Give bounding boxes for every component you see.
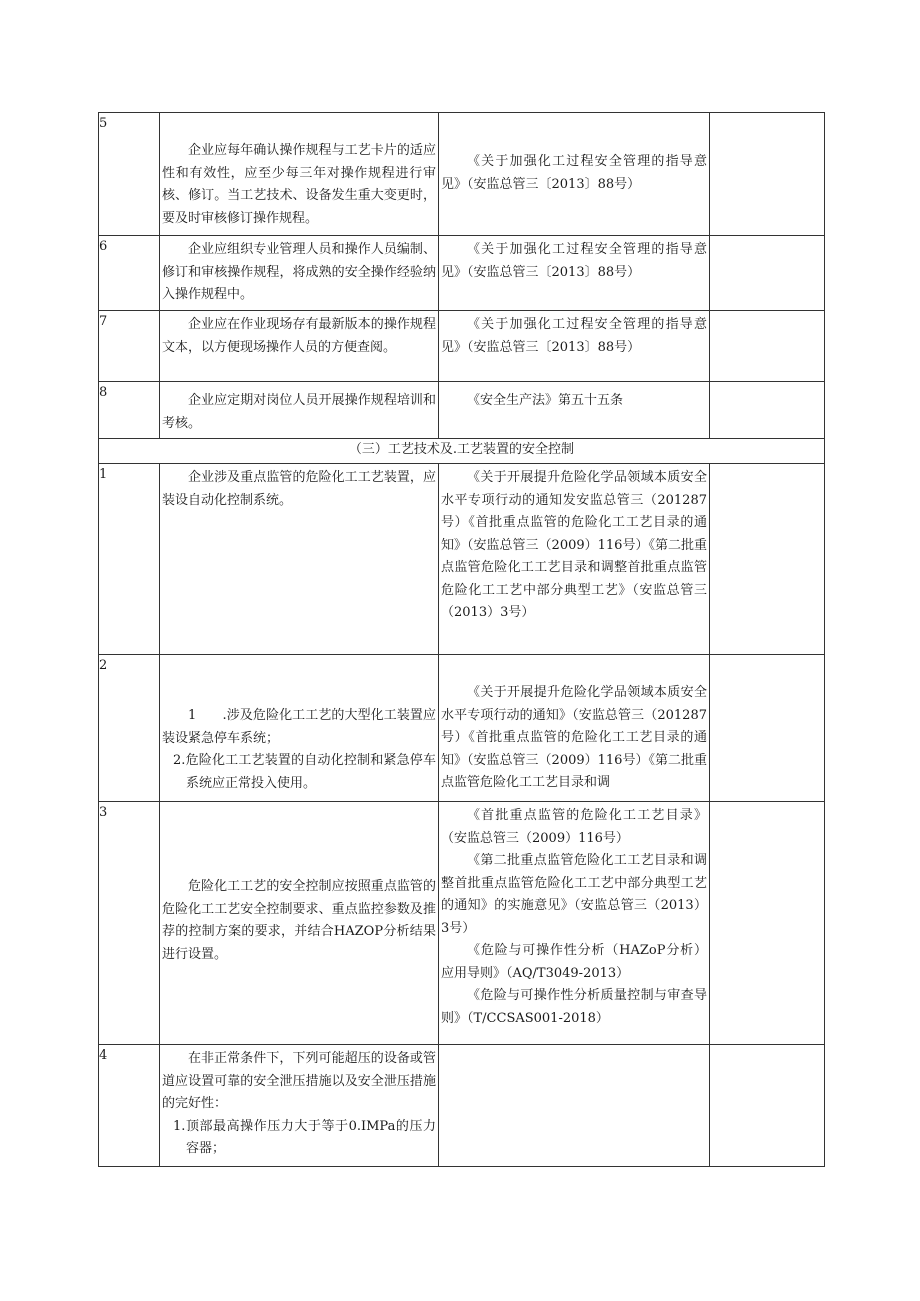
row-number: 4 — [99, 1045, 160, 1167]
requirement-item-1: 1.顶部最高操作压力大于等于0.IMPa的压力容器； — [173, 1118, 436, 1156]
basis-cell — [439, 1045, 710, 1167]
requirement-text: 在非正常条件下，下列可能超压的设备或管道应设置可靠的安全泄压措施以及安全泄压措施的完好性： — [162, 1051, 436, 1111]
basis-text: 《关于加强化工过程安全管理的指导意见》（安监总管三〔2013〕88号） — [441, 242, 707, 280]
requirement-cell — [160, 113, 439, 236]
requirement-text: 企业应在作业现场存有最新版本的操作规程文本，以方便现场操作人员的方便查阅。 — [162, 317, 436, 355]
requirement-item-2: 2.危险化工工艺装置的自动化控制和紧急停车系统应正常投入使用。 — [173, 753, 436, 791]
basis-text: 《关于加强化工过程安全管理的指导意见》（安监总管三〔2013〕88号） — [441, 154, 707, 192]
row-number: 8 — [99, 382, 160, 439]
basis-cell — [439, 464, 710, 655]
basis-text: 《关于加强化工过程安全管理的指导意见》（安监总管三〔2013〕88号） — [441, 317, 707, 355]
requirement-text: 危险化工工艺的安全控制应按照重点监管的危险化工工艺安全控制要求、重点监控参数及推荐的控制方案的要求，并结合HAZOP分析结果进行设置。 — [162, 879, 436, 962]
result-cell — [710, 802, 825, 1045]
requirement-cell — [160, 802, 439, 1045]
result-cell — [710, 382, 825, 439]
row-number: 6 — [99, 236, 160, 311]
requirement-text: 企业涉及重点监管的危险化工工艺装置，应装设自动化控制系统。 — [162, 470, 436, 508]
basis-text: 《安全生产法》第五十五条 — [467, 393, 624, 408]
basis-text-4: 《危险与可操作性分析质量控制与审查导则》（T/CCSAS001-2018） — [441, 988, 707, 1026]
basis-text-2: 《第二批重点监管危险化工工艺目录和调整首批重点监管危险化工工艺中部分典型工艺的通知》的实施意见》（安监总管三（2013）3号） — [441, 853, 707, 936]
basis-cell — [439, 802, 710, 1045]
result-cell — [710, 1045, 825, 1167]
basis-text-3: 《危险与可操作性分析（HAZoP分析）应用导则》（AQ/T3049-2013） — [441, 943, 707, 981]
result-cell — [710, 464, 825, 655]
requirement-cell — [160, 655, 439, 802]
requirement-cell — [160, 464, 439, 655]
basis-cell — [439, 311, 710, 382]
basis-cell — [439, 236, 710, 311]
basis-text: 《关于开展提升危险化学品领域本质安全水平专项行动的通知发安监总管三（201287号）《首批重点监管的危险化工工艺目录的通知》（安监总管三（2009）116号）《第二批重点监管危险化工工艺目录和调整首批重点监管危险化工工艺中部分典型工艺》（安监总管三（2013）3号） — [441, 470, 707, 620]
requirement-cell — [160, 1045, 439, 1167]
requirement-text: 企业应组织专业管理人员和操作人员编制、修订和审核操作规程，将成熟的安全操作经验纳入操作规程中。 — [162, 242, 436, 302]
table-row — [99, 1045, 825, 1167]
table-row — [99, 113, 825, 236]
row-number: 5 — [99, 113, 160, 236]
requirement-text: 企业应每年确认操作规程与工艺卡片的适应性和有效性，应至少每三年对操作规程进行审核、修订。当工艺技术、设备发生重大变更时，要及时审核修订操作规程。 — [162, 143, 436, 226]
result-cell — [710, 113, 825, 236]
requirement-item-1: 1 .涉及危险化工工艺的大型化工装置应装设紧急停车系统； — [162, 708, 436, 746]
row-number: 2 — [99, 655, 160, 802]
result-cell — [710, 236, 825, 311]
row-number: 1 — [99, 464, 160, 655]
requirement-cell — [160, 382, 439, 439]
safety-checklist-table — [98, 112, 825, 1167]
basis-text-1: 《首批重点监管的危险化工工艺目录》（安监总管三（2009）116号） — [441, 808, 707, 846]
table-row — [99, 311, 825, 382]
section-header-row — [99, 439, 825, 464]
row-number: 7 — [99, 311, 160, 382]
table-row — [99, 236, 825, 311]
table-row — [99, 802, 825, 1045]
requirement-cell — [160, 236, 439, 311]
result-cell — [710, 311, 825, 382]
section-title: （三）工艺技术及.工艺装置的安全控制 — [99, 439, 825, 464]
requirement-text: 企业应定期对岗位人员开展操作规程培训和考核。 — [162, 393, 436, 431]
basis-text: 《关于开展提升危险化学品领域本质安全水平专项行动的通知》（安监总管三（201287号）《首批重点监管的危险化工工艺目录的通知》（安监总管三（2009）116号）《第二批重点监管危险化工工艺目录和调 — [441, 685, 707, 790]
basis-cell — [439, 382, 710, 439]
row-number: 3 — [99, 802, 160, 1045]
table-row — [99, 382, 825, 439]
requirement-cell — [160, 311, 439, 382]
table-row — [99, 655, 825, 802]
basis-cell — [439, 655, 710, 802]
result-cell — [710, 655, 825, 802]
table-row — [99, 464, 825, 655]
basis-cell — [439, 113, 710, 236]
